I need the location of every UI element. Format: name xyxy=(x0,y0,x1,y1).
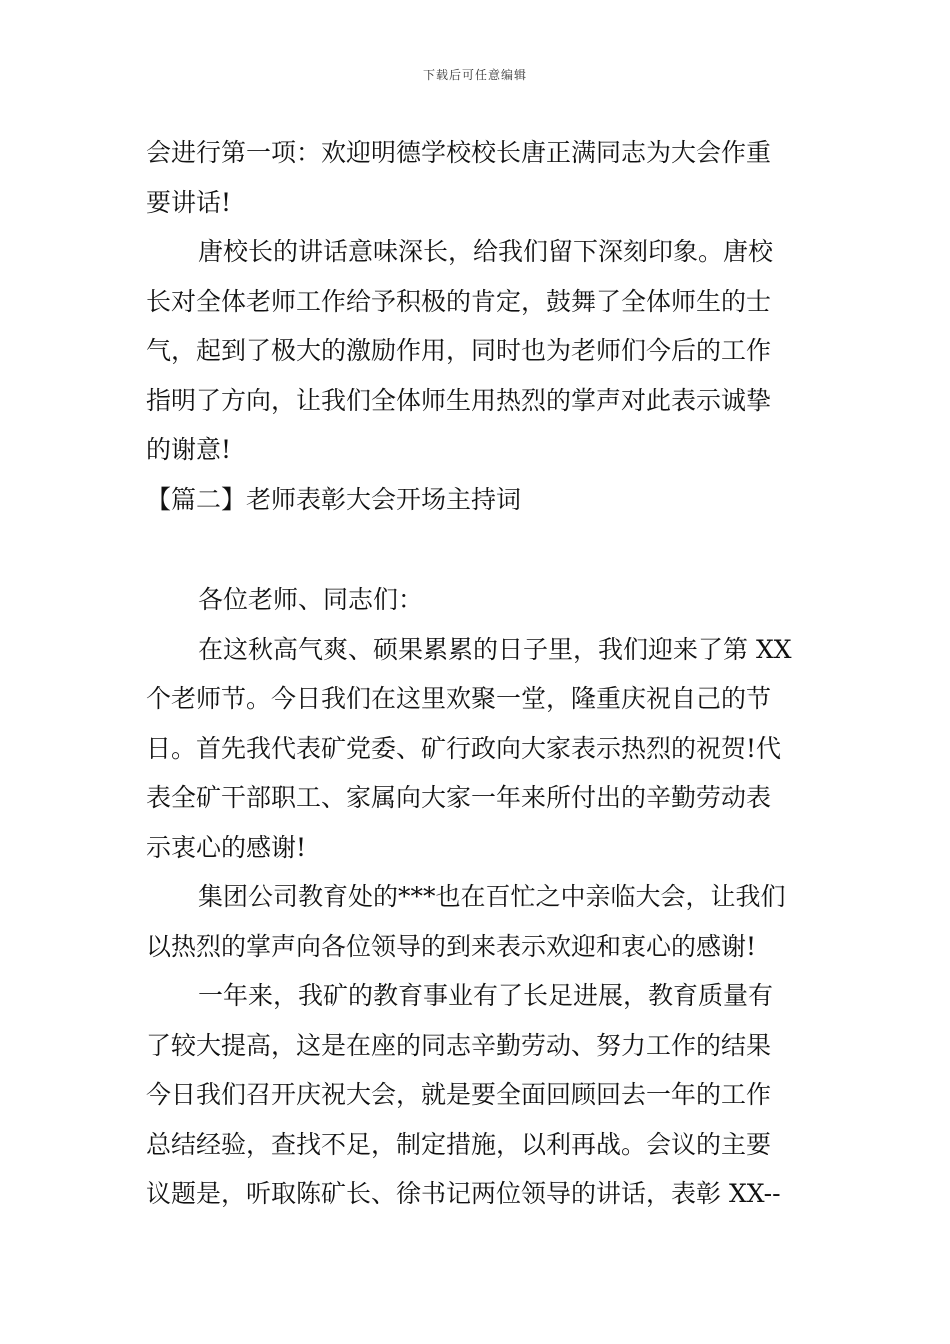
text-line: 了较大提高，这是在座的同志辛勤劳动、努力工作的结果 xyxy=(146,1030,772,1060)
text-line: 长对全体老师工作给予积极的肯定，鼓舞了全体师生的士 xyxy=(146,286,772,316)
text-line: 要讲话! xyxy=(146,187,232,217)
text-line: 的谢意! xyxy=(146,435,232,464)
text-line: 以热烈的掌声向各位领导的到来表示欢迎和衷心的感谢! xyxy=(146,931,757,961)
text-line: 示衷心的感谢! xyxy=(146,832,307,862)
salutation: 各位老师、同志们： xyxy=(198,585,424,614)
page-header: 下载后可任意编辑 xyxy=(422,68,527,82)
text-line: 议题是，听取陈矿长、徐书记两位领导的讲话，表彰 XX-- xyxy=(146,1179,781,1208)
paragraph-start: 集团公司教育处的***也在百忙之中亲临大会，让我们 xyxy=(198,882,786,911)
paragraph-start: 在这秋高气爽、硕果累累的日子里，我们迎来了第 XX xyxy=(198,634,792,664)
text-line: 个老师节。今日我们在这里欢聚一堂，隆重庆祝自己的节 xyxy=(146,684,772,713)
section-heading: 【篇二】老师表彰大会开场主持词 xyxy=(146,484,522,514)
paragraph-start: 一年来，我矿的教育事业有了长足进展，教育质量有 xyxy=(198,981,774,1010)
text-line: 今日我们召开庆祝大会，就是要全面回顾回去一年的工作 xyxy=(146,1080,772,1109)
text-line: 表全矿干部职工、家属向大家一年来所付出的辛勤劳动表 xyxy=(146,783,772,812)
text-line: 日。首先我代表矿党委、矿行政向大家表示热烈的祝贺!代 xyxy=(146,733,782,763)
blank-line xyxy=(146,524,808,575)
text-line: 总结经验，查找不足，制定措施，以利再战。会议的主要 xyxy=(146,1129,772,1159)
text-line: 气，起到了极大的激励作用，同时也为老师们今后的工作 xyxy=(146,336,772,365)
text-line: 会进行第一项：欢迎明德学校校长唐正满同志为大会作重 xyxy=(146,138,772,167)
paragraph-start: 唐校长的讲话意味深长，给我们留下深刻印象。唐校 xyxy=(198,237,774,266)
document-body xyxy=(146,128,808,1219)
text-line: 指明了方向，让我们全体师生用热烈的掌声对此表示诚挚 xyxy=(146,385,772,415)
